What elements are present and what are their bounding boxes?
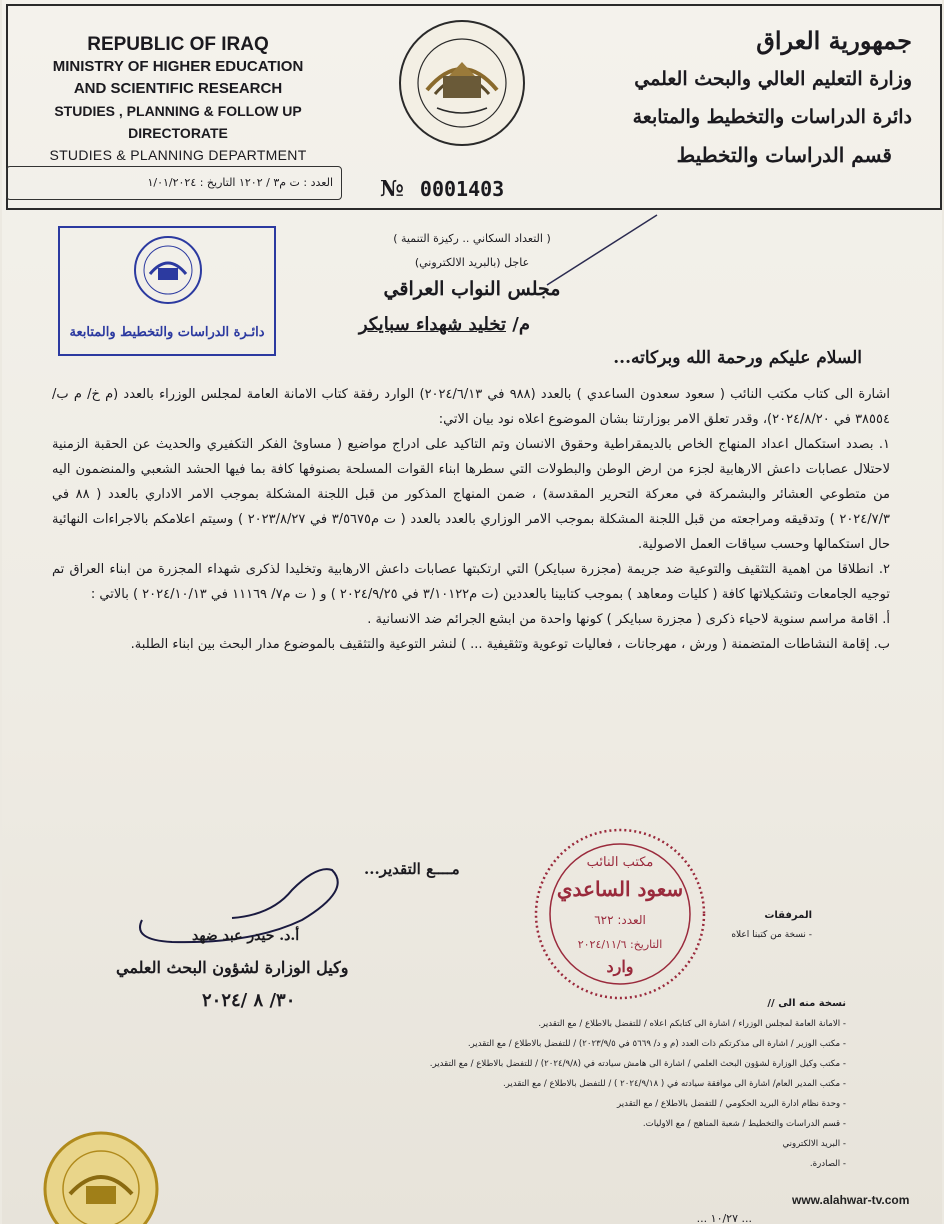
en-directorate: STUDIES , PLANNING & FOLLOW UP DIRECTORATE — [54, 103, 302, 141]
copy-item: - الامانة العامة لمجلس الوزراء / اشارة الى كتابكم اعلاه / للتفضل بالاطلاع / مع التقدير. — [538, 1019, 846, 1029]
serial-number — [380, 176, 504, 202]
copy-item: - الصادرة. — [809, 1159, 846, 1169]
body-item-2: ٢. انطلاقا من اهمية التثقيف والتوعية ضد جريمة (مجزرة سبايكر) التي ارتكبتها عصابات داعش الارهابية وتخليدا لذكرى شهداء المجزرة من ابناء العراق تم توجيه الجامعات وتشكيلاتها كافة ( كليات ومعاهد ) بموجب كتابينا بالعددين (ت م٣/١٠١٢٢ في ٢٠٢٤/٩/٢٥ ) و ( ت م٧/ ١١١٦٩ في ٢٠٢٤/١٠/١٣ ) بالاتي : — [52, 562, 890, 602]
en-country: REPUBLIC OF IRAQ — [87, 34, 269, 55]
ministry-seal-icon — [397, 18, 527, 148]
letter-tagline: ( التعداد السكاني .. ركيزة التنمية ) — [393, 232, 551, 245]
signer-date: ٣٠/ ٨ /٢٠٢٤ — [202, 990, 296, 1011]
red-stamp-date: التاريخ: ٢٠٢٤/١١/٦ — [577, 938, 663, 951]
copies-heading: نسخة منه الى // — [767, 998, 846, 1009]
ar-country: جمهورية العراق — [756, 26, 912, 55]
red-stamp-number: العدد: ٦٢٢ — [594, 913, 646, 927]
subject-prefix: م/ — [512, 314, 530, 335]
letter-closing: مــــع التقدير... — [364, 860, 460, 878]
letterhead-english — [8, 34, 348, 166]
copy-item: - مكتب وكيل الوزارة لشؤون البحث العلمي / اشارة الى هامش سيادته في (٢٠٢٤/٩/٨) / للتفضل بالاطلاع / مع التقدير. — [429, 1059, 846, 1069]
body-item-2a: أ. اقامة مراسم سنوية لاحياء ذكرى ( مجزرة سبايكر ) كونها واحدة من ابشع الجرائم ضد الانسانية . — [367, 612, 890, 627]
letter-greeting: السلام عليكم ورحمة الله وبركاته... — [613, 348, 862, 368]
en-ministry-1: MINISTRY OF HIGHER EDUCATION — [52, 58, 304, 75]
copy-item: - مكتب المدير العام/ اشارة الى موافقة سيادته في ( ٢٠٢٤/٩/١٨ ) / للتفضل بالاطلاع / مع التقدير. — [502, 1079, 846, 1089]
copy-item: - قسم الدراسات والتخطيط / شعبة المناهج / مع الاوليات. — [642, 1119, 846, 1129]
signer-name: أ.د. حيدر عبد ضهد — [192, 928, 300, 944]
red-stamp-line2: سعود الساعدي — [556, 877, 684, 901]
website-watermark: www.alahwar-tv.com — [792, 1193, 910, 1207]
subject-text: تخليد شهداء سبايكر — [358, 314, 506, 335]
red-stamp-line1: مكتب النائب — [586, 855, 654, 870]
ar-directorate: دائرة الدراسات والتخطيط والمتابعة — [632, 106, 912, 128]
serial-symbol: № — [380, 176, 404, 202]
red-stamp-incoming: وارد — [606, 957, 634, 976]
reference-label: العدد : ت م٣ / ١٢٠٢ التاريخ : ١/٠١/٢٠٢٤ — [147, 176, 333, 189]
letter-recipient: مجلس النواب العراقي — [383, 278, 561, 300]
directorate-stamp-logo-icon — [132, 234, 204, 306]
body-item-2b: ب. إقامة النشاطات المتضمنة ( ورش ، مهرجانات ، فعاليات توعوية وتثقيفية ... ) لنشر التوعية والتثقيف بالموضوع مدار البحث بين ابناء الطلبة. — [130, 637, 890, 652]
reference-box — [6, 166, 342, 200]
letterhead-arabic — [622, 22, 912, 174]
copy-item: - البريد الالكتروني — [782, 1139, 846, 1149]
signer-title: وكيل الوزارة لشؤون البحث العلمي — [116, 958, 349, 977]
directorate-stamp — [58, 226, 276, 356]
ar-ministry: وزارة التعليم العالي والبحث العلمي — [634, 68, 912, 90]
attachments-label: المرفقات — [764, 910, 812, 921]
copies-list — [302, 994, 846, 1174]
gold-seal-icon — [42, 1130, 160, 1224]
body-intro: اشارة الى كتاب مكتب النائب ( سعود سعدون الساعدي ) بالعدد (٩٨٨ في ٢٠٢٤/٦/١٣) الوارد رفقة كتاب الامانة العامة لمجلس الوزراء بالعدد (م خ/ م ب/ ٣٨٥٥٤ في ٢٠٢٤/٨/٢٠)، وقدر تعلق الامر بوزارتنا بشان الموضوع اعلاه نود بيان الاتي: — [52, 387, 890, 427]
copy-item: - وحدة نظام ادارة البريد الحكومي / للتفضل بالاطلاع / مع التقدير — [617, 1099, 846, 1109]
en-ministry-2: AND SCIENTIFIC RESEARCH — [73, 80, 283, 97]
mp-office-stamp — [532, 826, 708, 1002]
document-page — [2, 0, 942, 1224]
letter-subject — [359, 314, 530, 335]
letter-urgent: عاجل (بالبريد الالكتروني) — [414, 256, 530, 269]
en-department: STUDIES & PLANNING DEPARTMENT — [49, 147, 307, 163]
directorate-stamp-label: دائـرة الدراسات والتخطيط والمتابعة — [69, 325, 265, 340]
attachments-item: - نسخة من كتبنا اعلاه — [731, 930, 812, 940]
serial-value: 0001403 — [419, 177, 505, 201]
body-item-1: ١. بصدد استكمال اعداد المنهاج الخاص بالديمقراطية وحقوق الانسان وتم التاكيد على ادراج مواضيع ( مساوئ الفكر التكفيري والحديث عن الحقبة الزمنية لاحتلال عصابات داعش الارهابية لجزء من ارض الوطن والبطولات التي سطرها ابناء القوات المسلحة بصنوفها كافة بما فيها الحشد الشعبي والمنضمون اليه من متطوعي العشائر والبشمركة في معركة التحرير المقدسة) ، ضمن المنهاج المذكور من قبل اللجنة المشكلة بموجب الامر الاداري بالعدد ( ٨٨ في ٢٠٢٤/٧/٣ ) وتدقيقه ومراجعته من قبل اللجنة المشكلة بموجب الامر الوزاري بالعدد بالعدد ( ت م٣/٥٦٧٥ في ٢٠٢٣/٨/٢٧ ) وسيتم اعلامكم بالاجراءات النهائية حال استكمالها وحسب سياقات العمل الاصولية. — [52, 437, 890, 552]
letter-body — [52, 382, 890, 657]
bottom-cut-text: ... ١٠/٢٧ ... — [696, 1212, 752, 1224]
copy-item: - مكتب الوزير / اشارة الى مذكرتكم ذات العدد (م و د/ ٥٦٦٩ في ٢٠٢٣/٩/٥) / للتفضل بالاطلاع / مع التقدير. — [467, 1039, 846, 1049]
ar-department: قسم الدراسات والتخطيط — [676, 143, 892, 167]
